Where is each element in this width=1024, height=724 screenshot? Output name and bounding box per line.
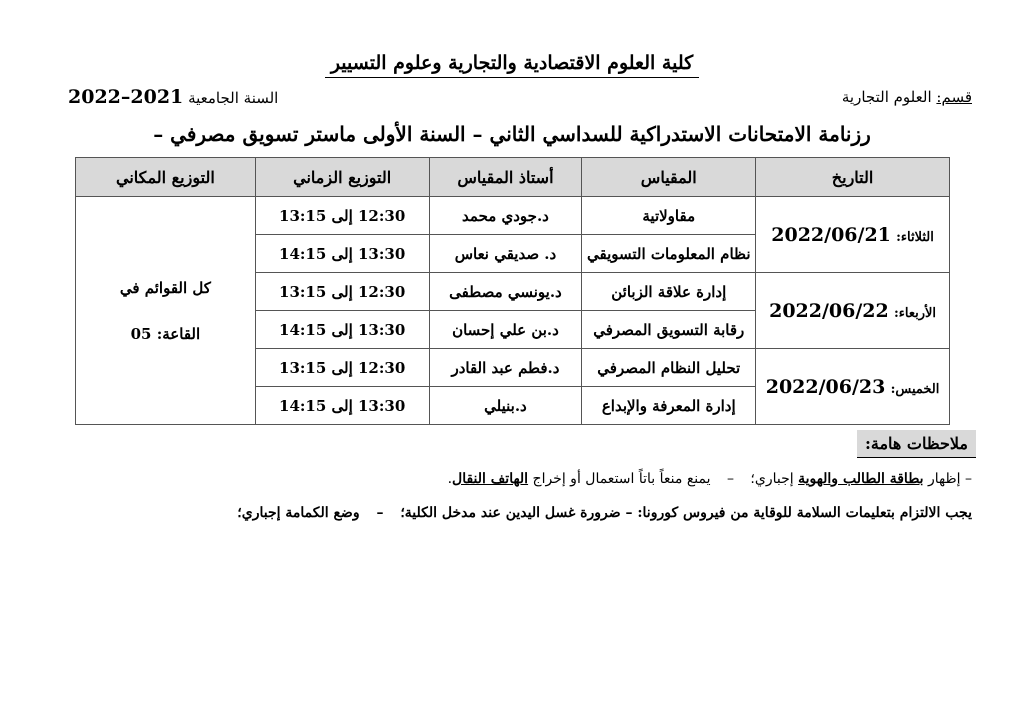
time-cell: 12:30 إلى 13:15 xyxy=(255,273,429,311)
place-cell xyxy=(76,197,256,425)
note2-part-b: – ضرورة غسل اليدين عند مدخل الكلية؛ xyxy=(400,505,633,521)
day-name: الخميس: xyxy=(890,381,940,397)
note1-phone: الهاتف النقال xyxy=(452,471,529,487)
year-value: 2021–2022 xyxy=(68,86,184,108)
professor-cell: د.فطم عبد القادر xyxy=(429,349,582,387)
place-line-1: كل القوائم في xyxy=(119,278,211,297)
department-value: العلوم التجارية xyxy=(841,88,932,106)
header-professor: أستاذ المقياس xyxy=(429,158,582,197)
time-cell: 12:30 إلى 13:15 xyxy=(255,349,429,387)
date-cell xyxy=(756,349,950,425)
module-cell: رقابة التسويق المصرفي xyxy=(582,311,756,349)
professor-cell: د.جودي محمد xyxy=(429,197,582,235)
note-line-2 xyxy=(237,505,972,521)
note2-separator: – xyxy=(376,505,384,521)
note2-part-a: يجب الالتزام بتعليمات السلامة للوقاية من فيروس كورونا: xyxy=(637,505,972,521)
header-time: التوزيع الزماني xyxy=(255,158,429,197)
table-header-row xyxy=(76,158,950,197)
date-cell xyxy=(756,197,950,273)
header-module: المقياس xyxy=(582,158,756,197)
date-cell xyxy=(756,273,950,349)
note1-middle: يمنع منعاً باتاً استعمال أو إخراج xyxy=(532,471,711,487)
page-title: رزنامة الامتحانات الاستدراكية للسداسي الثاني – السنة الأولى ماستر تسويق مصرفي – xyxy=(153,122,871,146)
time-cell: 12:30 إلى 13:15 xyxy=(255,197,429,235)
department xyxy=(842,88,972,106)
day-name: الثلاثاء: xyxy=(896,229,934,245)
department-label: قسم: xyxy=(936,88,972,106)
note1-end: . xyxy=(447,471,453,487)
note-line-1 xyxy=(448,471,972,487)
date-value: 2022/06/22 xyxy=(769,299,889,322)
note1-prefix: – إظهار xyxy=(928,471,972,487)
module-cell: إدارة المعرفة والإبداع xyxy=(582,387,756,425)
professor-cell: د. صديقي نعاس xyxy=(429,235,582,273)
header-place: التوزيع المكاني xyxy=(76,158,256,197)
module-cell: نظام المعلومات التسويقي xyxy=(582,235,756,273)
professor-cell: د.بن علي إحسان xyxy=(429,311,582,349)
exam-schedule-table xyxy=(75,157,950,425)
time-cell: 13:30 إلى 14:15 xyxy=(255,235,429,273)
note1-student-card: بطاقة الطالب والهوية xyxy=(798,471,924,487)
note2-part-c: وضع الكمامة إجباري؛ xyxy=(237,505,360,521)
header-date: التاريخ xyxy=(756,158,950,197)
faculty-title-text: كلية العلوم الاقتصادية والتجارية وعلوم التسيير xyxy=(325,52,699,78)
time-cell: 13:30 إلى 14:15 xyxy=(255,387,429,425)
professor-cell: د.بنيلي xyxy=(429,387,582,425)
note1-separator: – xyxy=(726,471,734,487)
note1-after: إجباري؛ xyxy=(750,471,794,487)
table-row xyxy=(76,197,950,235)
faculty-title xyxy=(0,52,1024,74)
time-cell: 13:30 إلى 14:15 xyxy=(255,311,429,349)
module-cell: تحليل النظام المصرفي xyxy=(582,349,756,387)
day-name: الأربعاء: xyxy=(893,305,937,321)
place-line-2: القاعة: 05 xyxy=(130,324,201,343)
professor-cell: د.يونسي مصطفى xyxy=(429,273,582,311)
year-label: السنة الجامعية xyxy=(188,89,279,107)
date-value: 2022/06/23 xyxy=(765,375,886,398)
academic-year xyxy=(68,86,278,108)
module-cell: مقاولاتية xyxy=(582,197,756,235)
module-cell: إدارة علاقة الزبائن xyxy=(582,273,756,311)
date-value: 2022/06/21 xyxy=(771,223,891,246)
notes-heading: ملاحظات هامة: xyxy=(857,430,976,458)
